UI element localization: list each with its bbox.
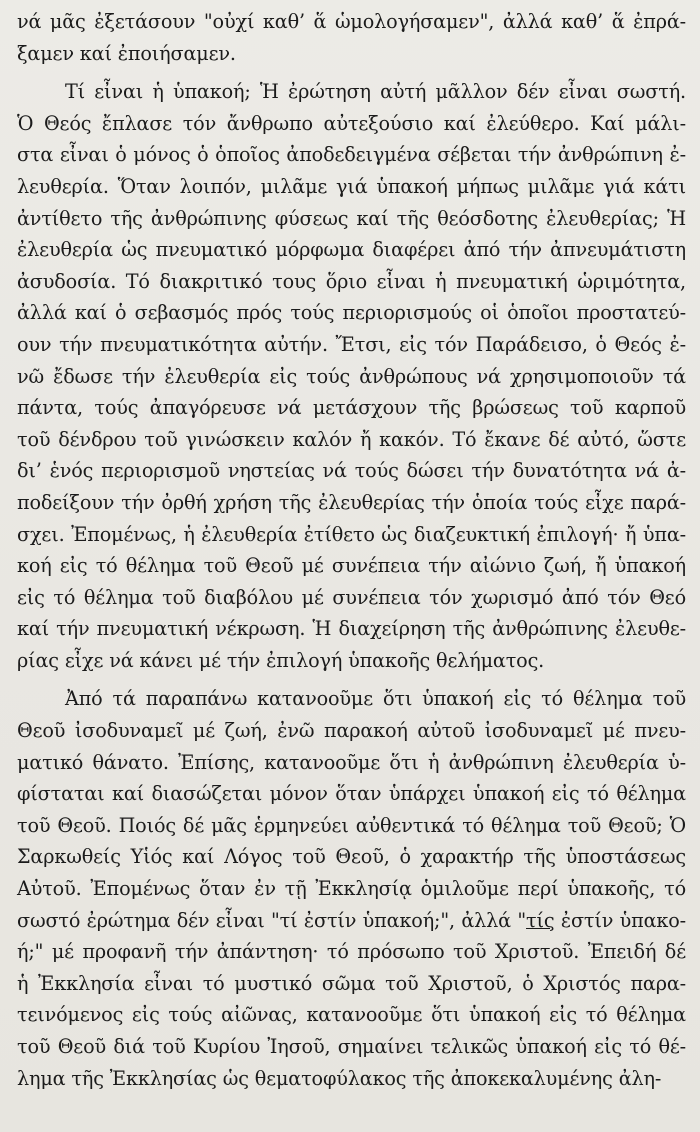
text-line: ρίας εἶχε νά κάνει μέ τήν ἐπιλογή ὑπακοῆς θελήματος. [17, 648, 545, 672]
text-line: σχει. Ἐπομένως, ἡ ἐλευθερία ἐτίθετο ὡς διαζευκτική ἐπιλογή· ἤ ὑπα- [17, 522, 686, 546]
text-line: ἐλευθερία ὡς πνευματικό μόρφωμα διαφέρει ἀπό τήν ἀπνευμάτιστη [17, 238, 686, 262]
text-line: Θεοῦ ἰσοδυναμεῖ μέ ζωή, ἐνῶ παρακοή αὐτοῦ ἰσοδυναμεῖ μέ πνευ- [17, 719, 686, 743]
text-line: νῶ ἔδωσε τήν ἐλευθερία εἰς τούς ἀνθρώπους νά χρησιμοποιοῦν τά [17, 364, 686, 388]
text-line: ματικό θάνατο. Ἐπίσης, κατανοοῦμε ὅτι ἡ ἀνθρώπινη ἐλευθερία ὑ- [17, 750, 686, 774]
text-line: ἀλλά καί ὁ σεβασμός πρός τούς περιορισμούς οἱ ὁποῖοι προστατεύ- [17, 301, 686, 325]
text-line: ἡ Ἐκκλησία εἶναι τό μυστικό σῶμα τοῦ Χριστοῦ, ὁ Χριστός παρα- [17, 971, 686, 995]
paragraph [17, 6, 686, 69]
text-line: εἰς τό θέλημα τοῦ διαβόλου μέ συνέπεια τόν χωρισμό ἀπό τόν Θεό [17, 585, 686, 609]
text-line: δι’ ἑνός περιορισμοῦ νηστείας νά τούς δώσει τήν δυνατότητα νά ἀ- [17, 459, 686, 483]
text-line: ἀντίθετο τῆς ἀνθρώπινης φύσεως καί τῆς θεόσδοτης ἐλευθερίας; Ἡ [17, 206, 686, 230]
text-line: τοῦ δένδρου τοῦ γινώσκειν καλόν ἤ κακόν. Τό ἔκανε δέ αὐτό, ὥστε [17, 427, 686, 451]
text-line: λευθερία. Ὅταν λοιπόν, μιλᾶμε γιά ὑπακοή μήπως μιλᾶμε γιά κάτι [17, 174, 686, 198]
text-line: τοῦ Θεοῦ. Ποιός δέ μᾶς ἑρμηνεύει αὐθεντικά τό θέλημα τοῦ Θεοῦ; Ὁ [17, 813, 686, 837]
text-line: Σαρκωθείς Υἱός καί Λόγος τοῦ Θεοῦ, ὁ χαρακτήρ τῆς ὑποστάσεως [17, 845, 686, 869]
text-line: Ὁ Θεός ἔπλασε τόν ἄνθρωπο αὐτεξούσιο καί ἐλεύθερο. Καί μάλι- [17, 111, 686, 135]
text-line: ξαμεν καί ἐποιήσαμεν. [17, 41, 236, 65]
text-line: τοῦ Θεοῦ διά τοῦ Κυρίου Ἰησοῦ, σημαίνει τελικῶς ὑπακοή εἰς τό θέ- [17, 1035, 686, 1058]
text-line: Αὐτοῦ. Ἐπομένως ὅταν ἐν τῇ Ἐκκλησίᾳ ὁμιλοῦμε περί ὑπακοῆς, τό [17, 877, 686, 901]
text-line: Ἀπό τά παραπάνω κατανοοῦμε ὅτι ὑπακοή εἰς τό θέλημα τοῦ [65, 687, 686, 711]
underlined-word: τίς [526, 908, 555, 932]
text-line: Τί εἶναι ἡ ὑπακοή; Ἡ ἐρώτηση αὐτή μᾶλλον δέν εἶναι σωστή. [65, 80, 686, 104]
text-line: πάντα, τούς ἀπαγόρευσε νά μετάσχουν τῆς βρώσεως τοῦ καρποῦ [17, 396, 686, 420]
text-line: λημα τῆς Ἐκκλησίας ὡς θεματοφύλακος τῆς ἀποκεκαλυμένης ἀλη- [17, 1066, 662, 1090]
text-line: τεινόμενος εἰς τούς αἰῶνας, κατανοοῦμε ὅτι ὑπακοή εἰς τό θέλημα [17, 1003, 686, 1027]
text-line: ἀσυδοσία. Τό διακριτικό τους ὅριο εἶναι ἡ πνευματική ὡριμότητα, [17, 269, 686, 293]
text-body [17, 6, 686, 1094]
paragraph [17, 683, 686, 1094]
paragraph [17, 76, 686, 676]
text-line: κοή εἰς τό θέλημα τοῦ Θεοῦ μέ συνέπεια τήν αἰώνιο ζωή, ἤ ὑπακοή [17, 554, 686, 578]
text-line: ή;" μέ προφανῆ τήν ἀπάντηση· τό πρόσωπο τοῦ Χριστοῦ. Ἐπειδή δέ [17, 940, 686, 964]
text-line: καί τήν πνευματική νέκρωση. Ἡ διαχείρηση τῆς ἀνθρώπινης ἐλευθε- [17, 617, 686, 641]
text-line: φίσταται καί διασώζεται μόνον ὅταν ὑπάρχει ὑπακοή εἰς τό θέλημα [17, 782, 686, 806]
text-line: ποδείξουν τήν ὀρθή χρήση τῆς ἐλευθερίας τήν ὁποία τούς εἶχε παρά- [17, 490, 686, 514]
text-line: στα εἶναι ὁ μόνος ὁ ὁποῖος ἀποδεδειγμένα σέβεται τήν ἀνθρώπινη ἐ- [17, 143, 686, 167]
text-line: νά μᾶς ἐξετάσουν "οὐχί καθ’ ἅ ὡμολογήσαμεν", ἀλλά καθ’ ἅ ἐπρά- [17, 10, 686, 33]
text-line: σωστό ἐρώτημα δέν εἶναι "τί ἐστίν ὑπακοή;", ἀλλά "τίς ἐστίν ὑπακο- [17, 908, 686, 932]
text-line: ουν τήν πνευματικότητα αὐτήν. Ἔτσι, εἰς τόν Παράδεισο, ὁ Θεός ἐ- [17, 332, 686, 356]
